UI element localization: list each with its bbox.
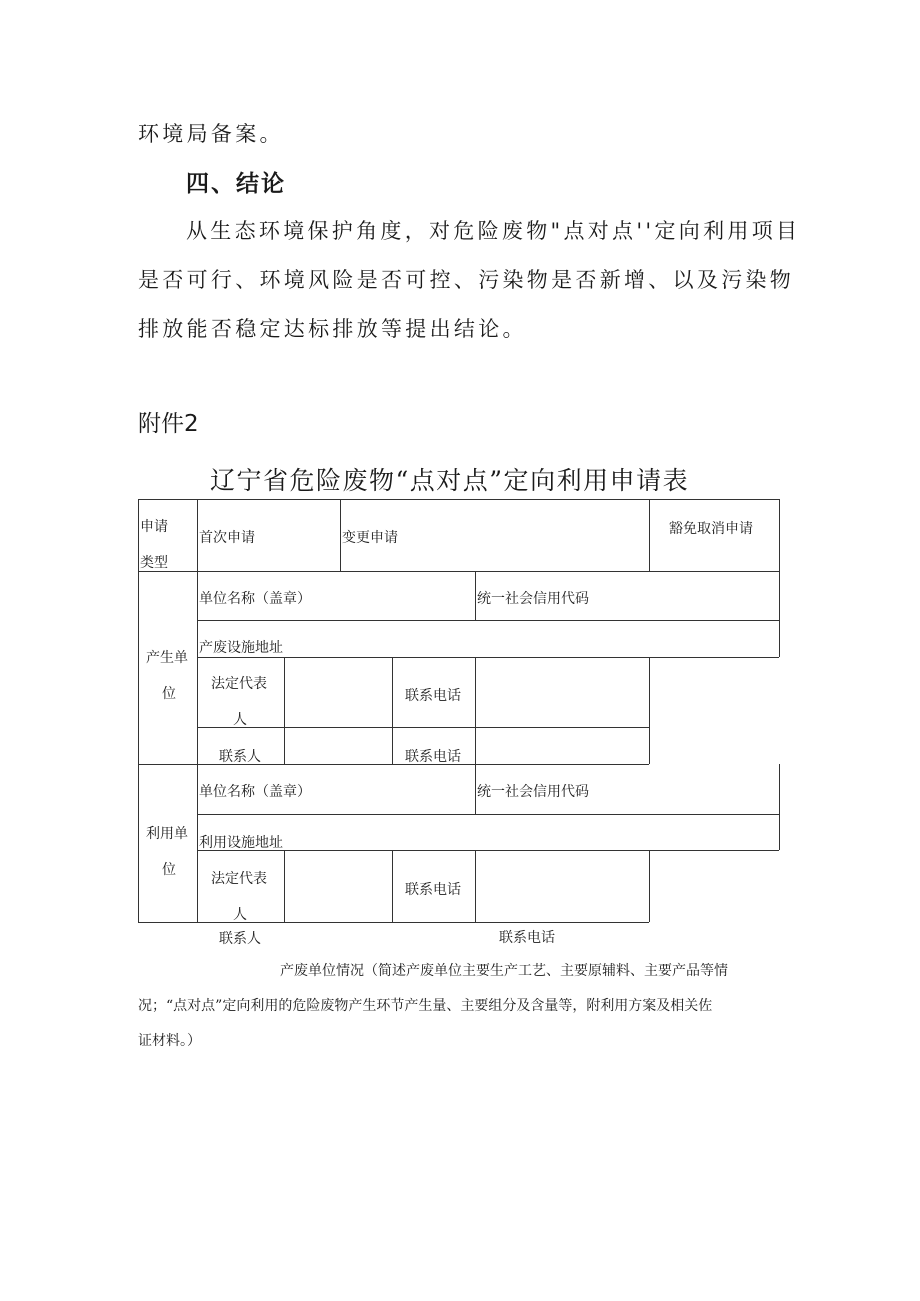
producer-situation-note-line-3: 证材料。） [138,1033,201,1049]
producer-situation-note-line-1: 产废单位情况（简述产废单位主要生产工艺、主要原辅料、主要产品等情 [280,963,728,979]
producer-contact-label: 联系人 [219,749,261,765]
user-address-field[interactable]: 利用设施地址 [199,835,283,851]
user-phone-label-1: 联系电话 [405,882,461,898]
paragraph-line-2: 是否可行、环境风险是否可控、污染物是否新增、以及污染物 [138,268,795,292]
producer-credit-code-field[interactable]: 统一社会信用代码 [477,591,589,607]
user-name-field[interactable]: 单位名称（盖章） [199,784,311,800]
user-legal-rep-label-1: 法定代表 [211,871,267,887]
first-application-option[interactable]: 首次申请 [199,530,255,546]
producer-situation-note-line-2: 况；“点对点”定向利用的危险废物产生环节产生量、主要组分及含量等，附利用方案及相关佐 [138,998,713,1014]
paragraph-line-3: 排放能否稳定达标排放等提出结论。 [138,317,527,341]
user-contact-label: 联系人 [219,931,261,947]
producer-legal-rep-label-1: 法定代表 [211,676,267,692]
producer-phone-label-1: 联系电话 [405,688,461,704]
user-credit-code-field[interactable]: 统一社会信用代码 [477,784,589,800]
producer-phone-label-2: 联系电话 [405,749,461,765]
producer-label-2: 位 [162,686,176,702]
user-label-2: 位 [162,862,176,878]
user-legal-rep-label-2: 人 [233,907,247,923]
producer-address-field[interactable]: 产废设施地址 [199,640,283,656]
producer-label-1: 产生单 [146,650,188,666]
paragraph-line-1: 从生态环境保护角度，对危险废物"点对点''定向利用项目 [186,219,801,243]
user-phone-label-2: 联系电话 [499,930,555,946]
exempt-cancel-option[interactable]: 豁免取消申请 [669,521,753,537]
producer-legal-rep-label-2: 人 [233,712,247,728]
change-application-option[interactable]: 变更申请 [342,530,398,546]
producer-name-field[interactable]: 单位名称（盖章） [199,591,311,607]
user-label-1: 利用单 [146,826,188,842]
type-label-2: 类型 [140,555,168,571]
form-title: 辽宁省危险废物“点对点”定向利用申请表 [210,466,690,495]
text-line-record: 环境局备案。 [138,122,284,146]
type-label-1: 申请 [140,519,168,535]
section-heading-conclusion: 四、结论 [186,171,286,197]
attachment-label: 附件2 [138,411,199,437]
